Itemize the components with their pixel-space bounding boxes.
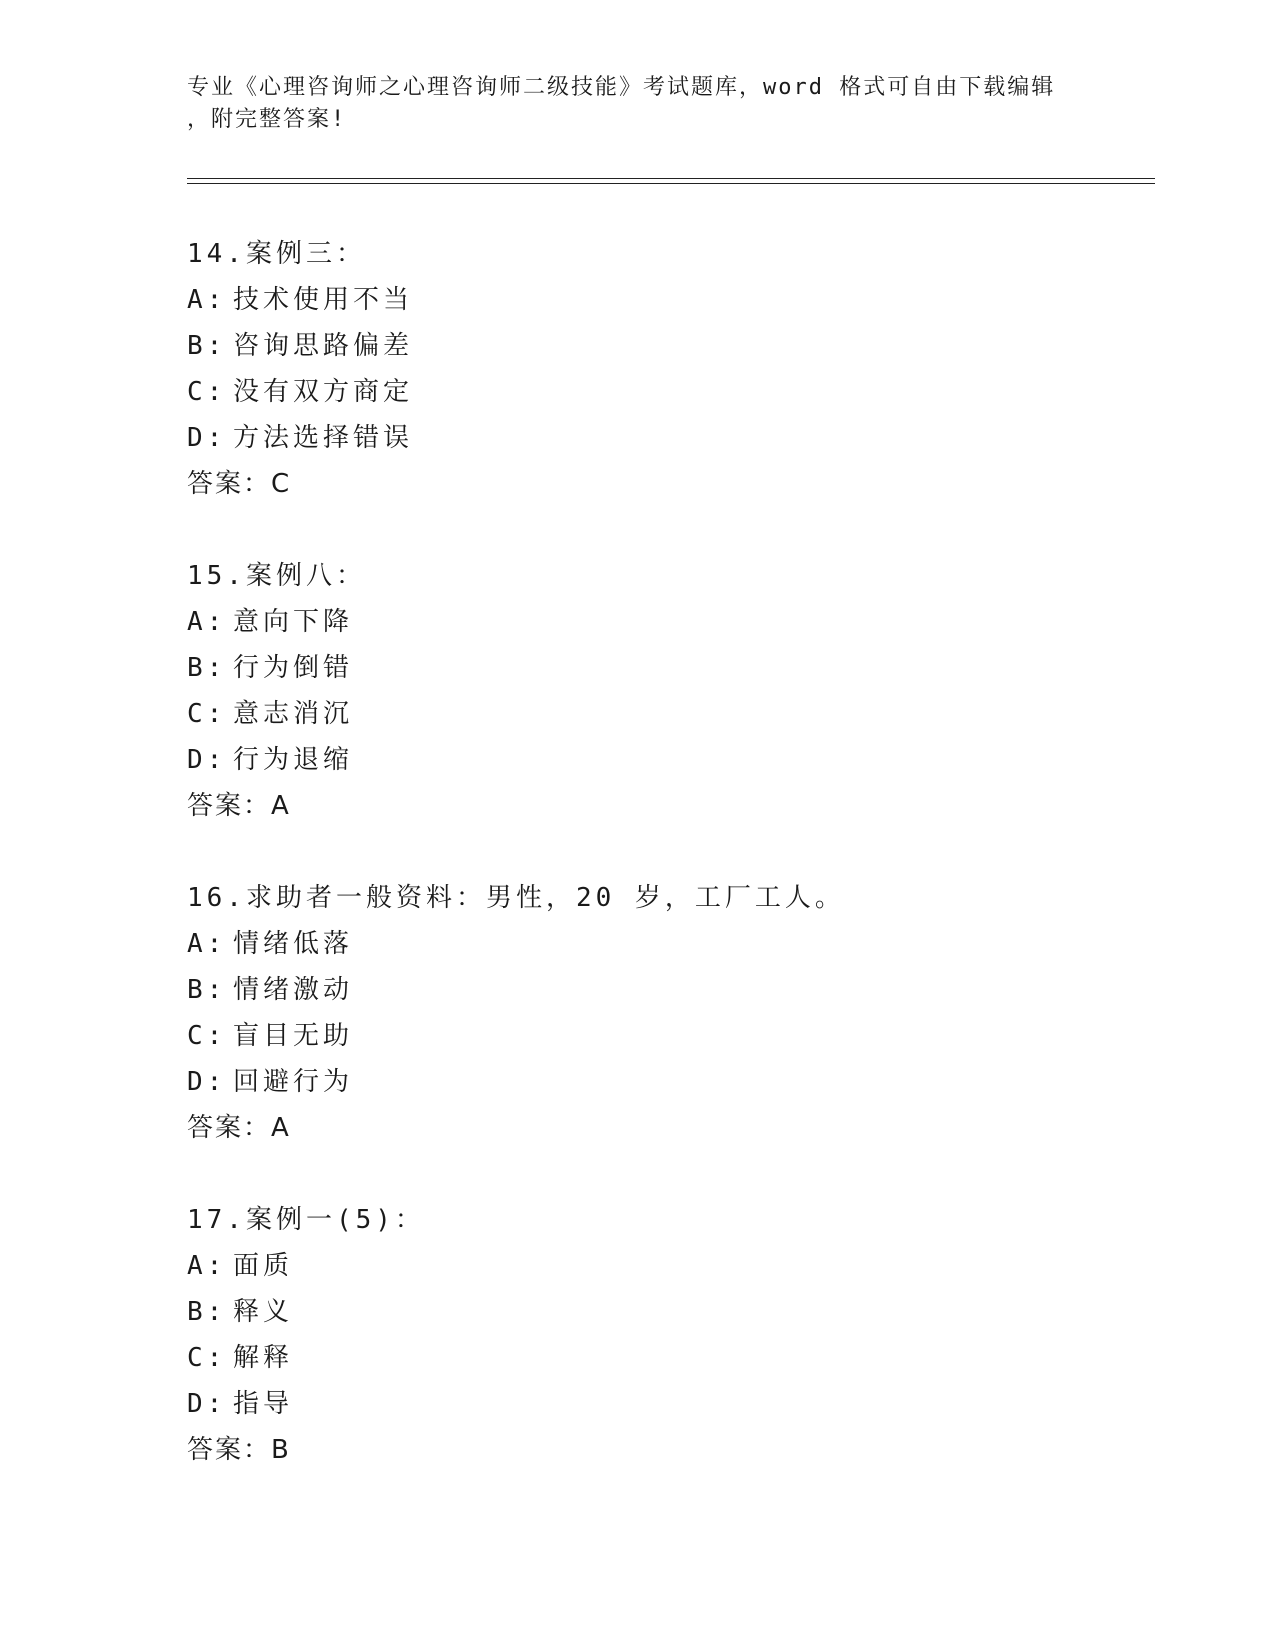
option-letter: B:: [187, 653, 227, 683]
option-letter: A:: [187, 929, 227, 959]
option-text: 盲目无助: [233, 1021, 354, 1051]
option-letter: B:: [187, 331, 227, 361]
option-d: [187, 1059, 1087, 1105]
option-letter: C:: [187, 1343, 227, 1373]
option-letter: B:: [187, 1297, 227, 1327]
option-d: [187, 415, 1087, 461]
option-letter: C:: [187, 1021, 227, 1051]
option-text: 解释: [233, 1343, 294, 1373]
header-divider-top: [187, 178, 1155, 179]
option-letter: D:: [187, 423, 227, 453]
option-c: [187, 1013, 1087, 1059]
question-title: 17.案例一(5)：: [187, 1205, 425, 1235]
question-15: [187, 553, 1087, 829]
option-text: 情绪低落: [233, 929, 354, 959]
option-d: [187, 1381, 1087, 1427]
answer: 答案：B: [187, 1435, 291, 1465]
option-text: 没有双方商定: [233, 377, 414, 407]
question-17: [187, 1197, 1087, 1473]
question-title: 14.案例三：: [187, 239, 366, 269]
answer: 答案：A: [187, 1113, 291, 1143]
option-text: 行为倒错: [233, 653, 354, 683]
option-letter: A:: [187, 607, 227, 637]
option-letter: C:: [187, 699, 227, 729]
question-14: [187, 231, 1087, 507]
option-text: 意志消沉: [233, 699, 354, 729]
option-c: [187, 1335, 1087, 1381]
answer: 答案：A: [187, 791, 291, 821]
option-b: [187, 645, 1087, 691]
option-a: [187, 921, 1087, 967]
header-line-1: 专业《心理咨询师之心理咨询师二级技能》考试题库，word 格式可自由下载编辑: [187, 75, 1056, 100]
option-letter: D:: [187, 745, 227, 775]
option-letter: B:: [187, 975, 227, 1005]
option-letter: D:: [187, 1389, 227, 1419]
option-c: [187, 369, 1087, 415]
option-d: [187, 737, 1087, 783]
header-line-2: ，附完整答案!: [187, 107, 347, 132]
question-title: 15.案例八：: [187, 561, 366, 591]
option-text: 释义: [233, 1297, 294, 1327]
option-letter: A:: [187, 1251, 227, 1281]
option-a: [187, 277, 1087, 323]
option-letter: A:: [187, 285, 227, 315]
header-divider-bottom: [187, 183, 1155, 184]
option-text: 方法选择错误: [233, 423, 414, 453]
option-text: 咨询思路偏差: [233, 331, 414, 361]
option-text: 意向下降: [233, 607, 354, 637]
answer: 答案：C: [187, 469, 292, 499]
option-a: [187, 599, 1087, 645]
option-letter: C:: [187, 377, 227, 407]
document-header: [187, 72, 1087, 136]
option-c: [187, 691, 1087, 737]
option-a: [187, 1243, 1087, 1289]
option-text: 行为退缩: [233, 745, 354, 775]
option-text: 回避行为: [233, 1067, 354, 1097]
option-b: [187, 967, 1087, 1013]
option-b: [187, 1289, 1087, 1335]
option-b: [187, 323, 1087, 369]
option-text: 情绪激动: [233, 975, 354, 1005]
option-text: 面质: [233, 1251, 294, 1281]
option-letter: D:: [187, 1067, 227, 1097]
option-text: 技术使用不当: [233, 285, 414, 315]
question-16: [187, 875, 1087, 1151]
question-title: 16.求助者一般资料：男性，20 岁，工厂工人。: [187, 883, 845, 913]
option-text: 指导: [233, 1389, 294, 1419]
